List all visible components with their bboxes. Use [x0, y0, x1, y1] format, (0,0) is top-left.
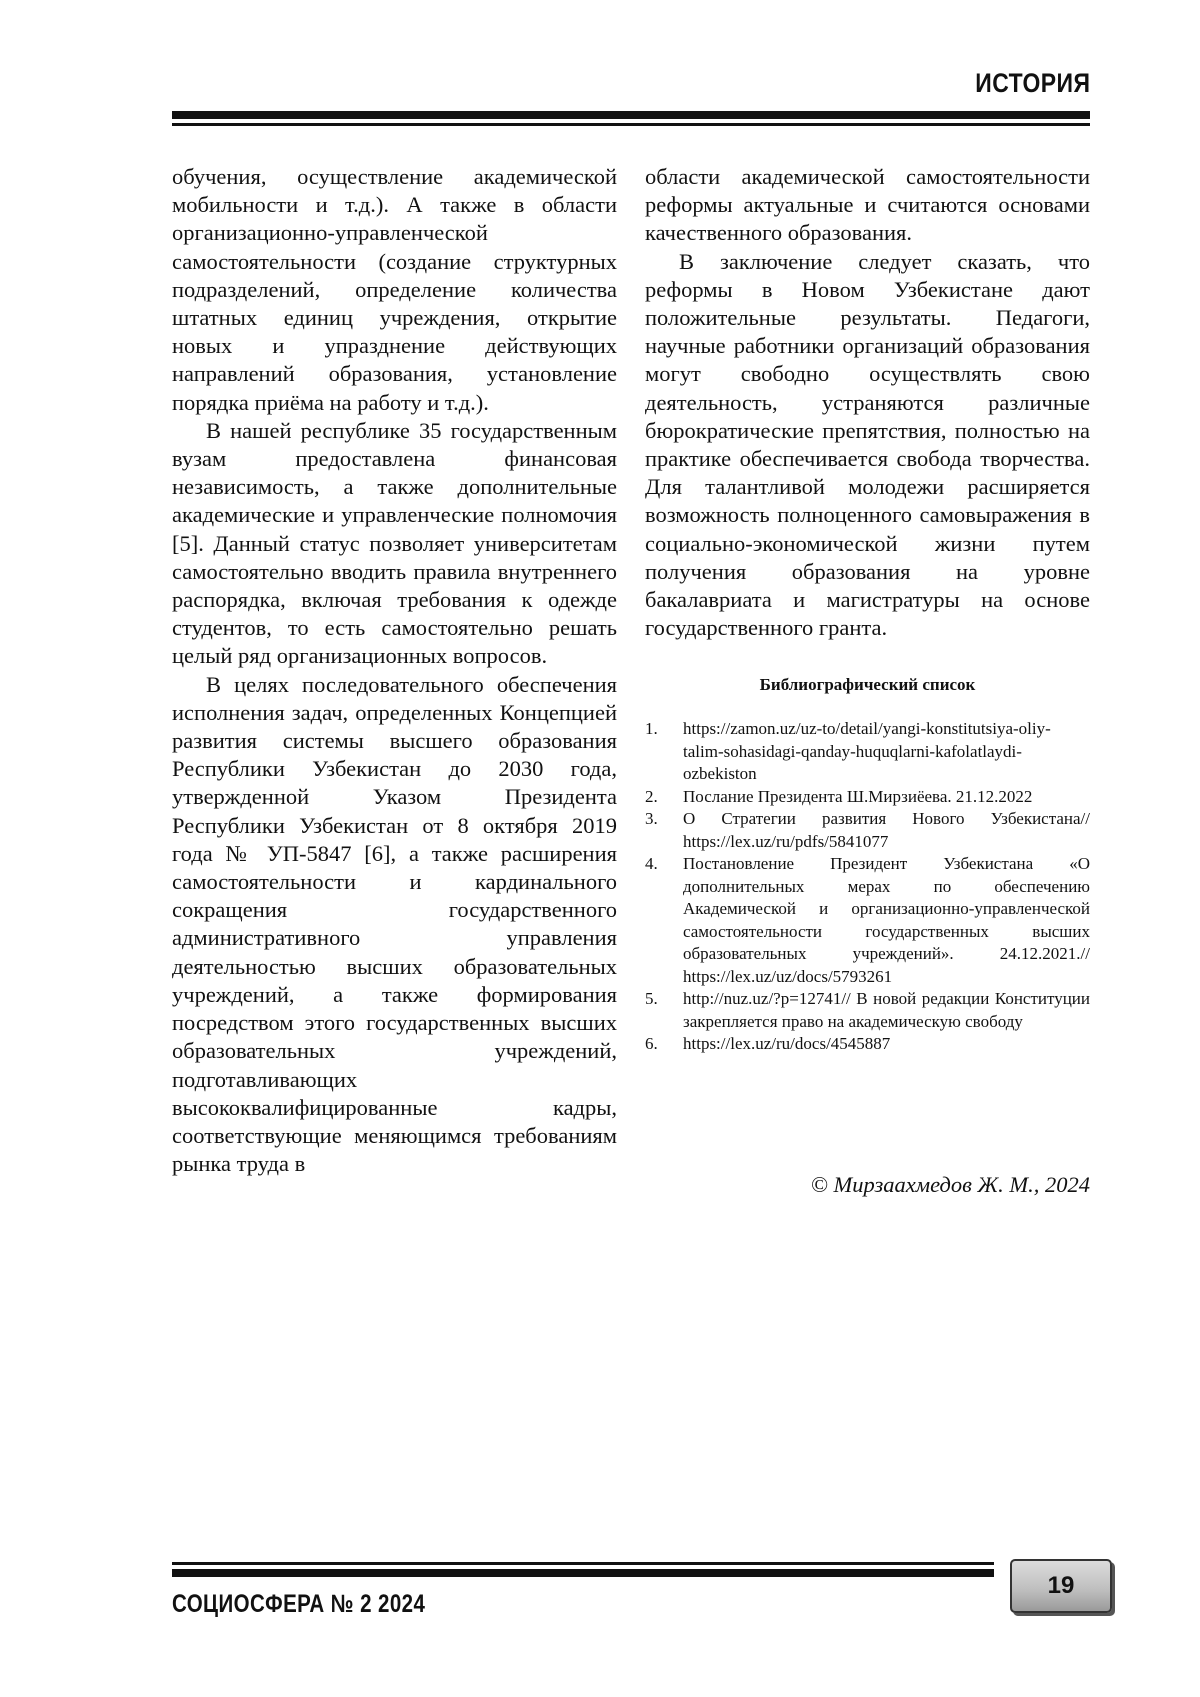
journal-title: СОЦИОСФЕРА № 2 2024 [172, 1590, 426, 1618]
bibliography-number: 3. [645, 809, 658, 828]
copyright-note: © Мирзаахмедов Ж. М., 2024 [810, 1172, 1090, 1197]
bibliography-text: https://zamon.uz/uz-to/detail/yangi-konstitutsiya-oliy-talim-sohasidagi-qanday-huquqlarni-kafolatlaydi-ozbekiston [683, 719, 1051, 783]
bibliography-text: О Стратегии развития Нового Узбекистана// https://lex.uz/ru/pdfs/5841077 [683, 809, 1090, 851]
bibliography-number: 2. [645, 786, 658, 806]
section-title: ИСТОРИЯ [974, 68, 1090, 98]
paragraph: В целях последовательного обеспечения исполнения задач, определенных Концепцией развития системы высшего образования Республики Узбекистан до 2030 года, утвержденной Указом Президента Республики Узбекистан от 8 октября 2019 года № УП-5847 [6], а также расширения самостоятельности и кардинального сокращения государственного административного управления деятельностью высших образовательных учреждений, а также формирования посредством этого государственных высших образовательных учреждений, подготавливающих высококвалифицированные кадры, соответствующие меняющимся требованиям рынка труда в [172, 671, 617, 1177]
bibliography-number: 6. [645, 1034, 658, 1053]
footer-rule-thin [172, 1562, 994, 1565]
bibliography-item [645, 853, 1090, 988]
bibliography-item [645, 1033, 1090, 1056]
paragraph: обучения, осуществление академической мобильности и т.д.). А также в области организационно-управленческой самостоятельности (создание структурных подразделений, определение количества штатных единиц учреждения, открытие новых и упразднение действующих направлений образования, установление порядка приёма на работу и т.д.). [172, 164, 617, 415]
bibliography-text: Послание Президента Ш.Мирзиёева. 21.12.2022 [683, 786, 1033, 806]
bibliography-list [645, 718, 1090, 1056]
paragraph: В нашей республике 35 государственным вузам предоставлена финансовая независимость, а также дополнительные академические и управленческие полномочия [5]. Данный статус позволяет университетам самостоятельно вводить правила внутреннего распорядка, включая требования к одежде студентов, то есть самостоятельно решать целый ряд организационных вопросов. [172, 417, 617, 669]
header-rule-thin [172, 123, 1090, 126]
page-number-badge [1010, 1559, 1112, 1613]
bibliography-item [645, 808, 1090, 853]
bibliography-number: 5. [645, 989, 658, 1008]
bibliography-text: https://lex.uz/ru/docs/4545887 [683, 1034, 891, 1053]
bibliography-item [645, 786, 1090, 809]
bibliography-item [645, 988, 1090, 1033]
paragraph: области академической самостоятельности реформы актуальные и считаются основами качественного образования. [645, 164, 1090, 246]
bibliography-text: http://nuz.uz/?p=12741// В новой редакции Конституции закрепляется право на академическую свободу [683, 989, 1090, 1031]
bibliography-title: Библиографический список [759, 675, 976, 694]
page-number: 19 [1047, 1572, 1075, 1599]
left-column [172, 163, 617, 1178]
bibliography-text: Постановление Президент Узбекистана «О дополнительных мерах по обеспечению Академической и организационно-управленческой самостоятельности государственных высших образовательных учреждений». 24.12.2021.// https://lex.uz/uz/docs/5793261 [683, 854, 1090, 986]
footer-rule-thick [172, 1569, 994, 1577]
bibliography-item [645, 718, 1090, 786]
header-rule-thick [172, 111, 1090, 119]
paragraph: В заключение следует сказать, что реформы в Новом Узбекистане дают положительные результаты. Педагоги, научные работники организаций образования могут свободно осуществлять свою деятельность, устраняются различные бюрократические препятствия, полностью на практике обеспечивается свобода творчества. Для талантливой молодежи расширяется возможность полноценного самовыражения в социально-экономической жизни путем получения образования на уровне бакалавриата и магистратуры на основе государственного гранта. [645, 248, 1090, 641]
bibliography-number: 4. [645, 854, 658, 873]
bibliography-number: 1. [645, 719, 658, 738]
right-column [645, 163, 1090, 642]
